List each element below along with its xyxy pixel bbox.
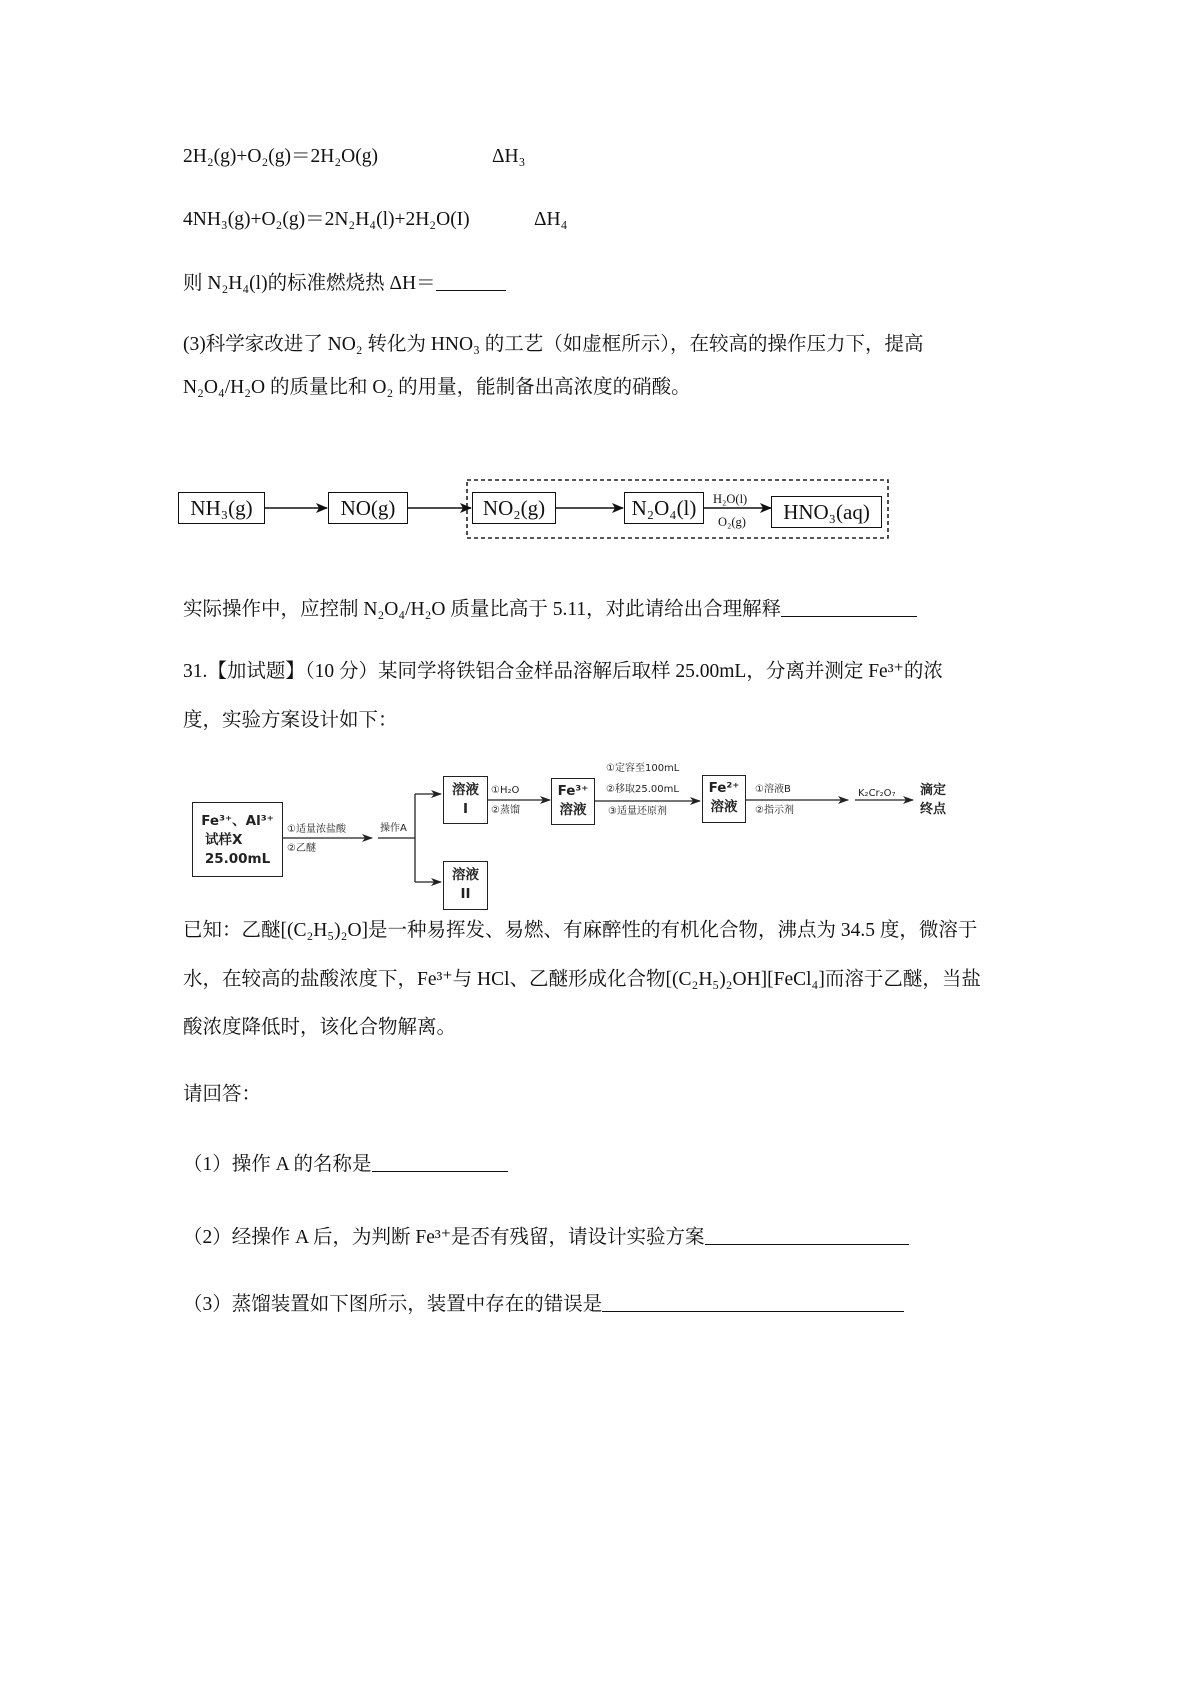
condition-o2: O₂(g) xyxy=(718,515,746,529)
titrant-label: K₂Cr₂O₇ xyxy=(858,788,896,799)
question-1-blank[interactable] xyxy=(372,1153,508,1172)
known-line1: 已知：乙醚[(C₂H₅)₂O]是一种易挥发、易燃、有麻醉性的有机化合物，沸点为 34.5 度，微溶于 xyxy=(183,920,978,941)
node-no2: NO₂(g) xyxy=(472,492,556,524)
node-n2o4: N₂O₄(l) xyxy=(624,492,704,524)
step3-dilute: ①定容至100mL xyxy=(606,763,680,774)
q3-line3 xyxy=(183,597,917,623)
combustion-prefix: 则 xyxy=(183,273,208,294)
q3-line1: (3)科学家改进了 NO₂ 转化为 HNO₃ 的工艺（如虚框所示），在较高的操作压力下，提高 xyxy=(183,334,924,355)
step4-solution-b: ①溶液B xyxy=(755,784,791,795)
step1-reagent-hcl: ①适量浓盐酸 xyxy=(287,824,346,835)
equation-4 xyxy=(183,207,470,233)
equation-4-formula: 4NH₃(g)+O₂(g)＝2N₂H₄(l)+2H₂O(I) xyxy=(183,209,470,230)
solution-1-box xyxy=(443,776,488,824)
question-1-text: （1）操作 A 的名称是 xyxy=(183,1154,372,1175)
combustion-question xyxy=(183,271,506,297)
q3-line2: N₂O₄/H₂O 的质量比和 O₂ 的用量，能制备出高浓度的硝酸。 xyxy=(183,377,691,398)
question-1 xyxy=(183,1152,508,1178)
fe3-ion: Fe³⁺ xyxy=(557,783,589,799)
fe2-solution-label: 溶液 xyxy=(710,799,738,815)
sample-ions: Fe³⁺、Al³⁺ xyxy=(201,813,274,829)
question-2-text: （2）经操作 A 后，为判断 Fe³⁺是否有残留，请设计实验方案 xyxy=(183,1227,705,1248)
operation-a-label: 操作A xyxy=(380,823,407,834)
question-3-blank[interactable] xyxy=(602,1293,904,1312)
q31-line2: 度，实验方案设计如下： xyxy=(183,710,398,731)
step2-water: ①H₂O xyxy=(491,785,520,796)
fe3-solution-box xyxy=(551,778,595,825)
solution-1-number: I xyxy=(462,801,469,817)
sample-x-box xyxy=(192,802,283,877)
combustion-species: N₂H₄(l) xyxy=(207,273,268,294)
node-nh3: NH₃(g) xyxy=(178,492,265,524)
solution-2-box xyxy=(443,861,488,910)
question-3-text: （3）蒸馏装置如下图所示，装置中存在的错误是 xyxy=(183,1294,603,1315)
condition-h2o: H₂O(l) xyxy=(713,492,748,506)
equation-3-enthalpy: ΔH₃ xyxy=(492,146,526,167)
fe2-solution-box xyxy=(702,775,746,823)
step3-pipette: ②移取25.00mL xyxy=(606,784,679,795)
sample-name: 试样X xyxy=(205,832,243,848)
answer-prompt: 请回答： xyxy=(183,1084,262,1105)
fe3-solution-label: 溶液 xyxy=(559,802,587,818)
step3-reductant: ③适量还原剂 xyxy=(608,806,667,817)
sample-volume: 25.00mL xyxy=(204,851,271,867)
q3-line3-text: 实际操作中，应控制 N₂O₄/H₂O 质量比高于 5.11，对此请给出合理解释 xyxy=(183,599,782,620)
solution-2-number: II xyxy=(460,886,471,902)
question-3 xyxy=(183,1292,904,1318)
node-hno3: HNO₃(aq) xyxy=(771,496,882,528)
known-line2: 水，在较高的盐酸浓度下，Fe³⁺与 HCl、乙醚形成化合物[(C₂H₅)₂OH][FeCl₄]而溶于乙醚，当盐 xyxy=(183,969,981,990)
known-line3: 酸浓度降低时，该化合物解离。 xyxy=(183,1017,457,1038)
endpoint-label-2: 终点 xyxy=(920,802,947,817)
question-2-blank[interactable] xyxy=(705,1226,909,1245)
endpoint-label-1: 滴定 xyxy=(920,783,947,798)
equation-3-formula: 2H₂(g)+O₂(g)＝2H₂O(g) xyxy=(183,146,378,167)
answer-blank[interactable] xyxy=(436,272,506,291)
solution-2-label: 溶液 xyxy=(452,867,479,883)
step2-distill: ②蒸馏 xyxy=(491,805,520,816)
solution-1-label: 溶液 xyxy=(452,782,479,798)
fe2-ion: Fe²⁺ xyxy=(708,780,740,796)
q31-line1: 31.【加试题】（10 分）某同学将铁铝合金样品溶解后取样 25.00mL，分离并测定 Fe³⁺的浓 xyxy=(183,661,943,682)
equation-4-enthalpy: ΔH₄ xyxy=(534,209,568,230)
step4-indicator: ②指示剂 xyxy=(755,805,794,816)
step1-reagent-ether: ②乙醚 xyxy=(287,843,316,854)
equation-3 xyxy=(183,144,378,170)
explanation-blank[interactable] xyxy=(781,598,917,617)
node-no: NO(g) xyxy=(328,492,408,524)
question-2 xyxy=(183,1225,909,1251)
combustion-text: 的标准燃烧热 ΔH＝ xyxy=(267,273,436,294)
